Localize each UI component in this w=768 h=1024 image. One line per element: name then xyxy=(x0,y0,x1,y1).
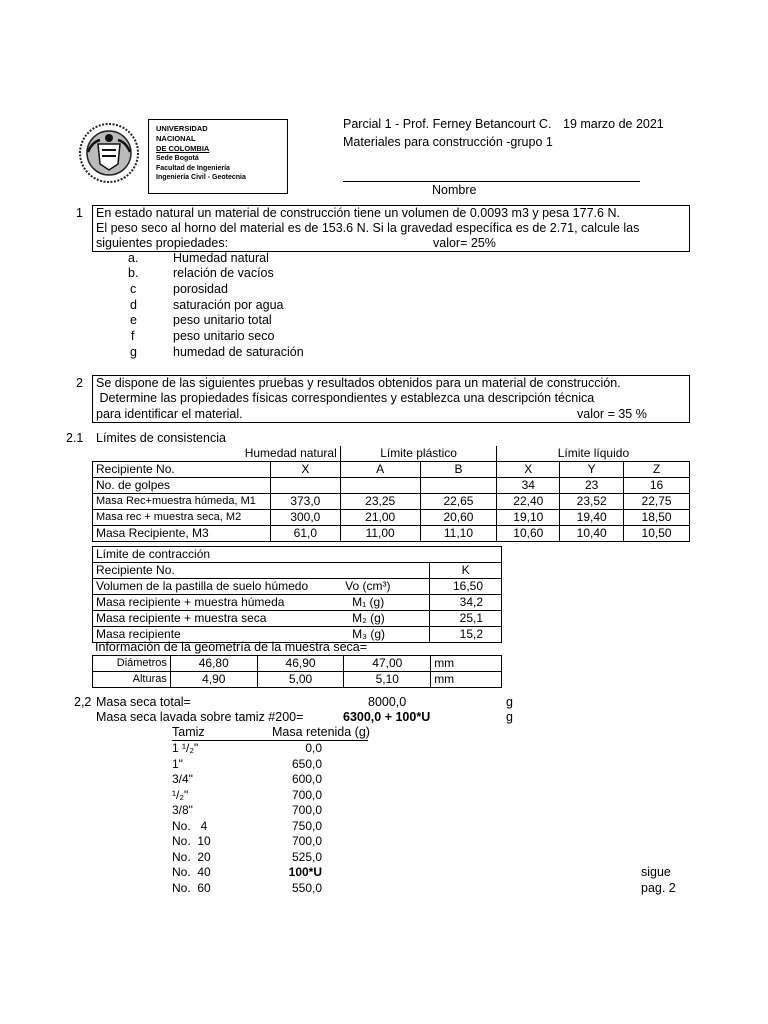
table-cell: 10,40 xyxy=(560,526,624,542)
sieve-mass: 700,0 xyxy=(291,803,322,817)
table-cell: 22,75 xyxy=(624,494,690,510)
symbol-cell: M₁ (g) xyxy=(342,595,430,611)
row-label: Alturas xyxy=(93,672,171,688)
row-label: Volumen de la pastilla de suelo húmedo xyxy=(93,579,343,595)
section-number: 2.1 xyxy=(66,431,84,445)
table-row xyxy=(172,741,322,757)
sieve-size: No. 4 xyxy=(172,818,208,833)
table-cell: 46,80 xyxy=(170,656,257,672)
table-row xyxy=(93,611,502,627)
row-label: Masa rec + muestra seca, M2 xyxy=(93,510,271,526)
row-label: Recipiente No. xyxy=(93,563,430,579)
table-cell: 10,60 xyxy=(497,526,560,542)
row-label: Recipiente No. xyxy=(93,462,271,478)
list-item: relación de vacíos xyxy=(173,266,274,280)
table-cell: Z xyxy=(624,462,690,478)
institution-sub: Sede Bogotá xyxy=(156,155,199,162)
unit-cell: mm xyxy=(431,656,502,672)
table-row xyxy=(93,563,502,579)
list-item: saturación por agua xyxy=(173,298,284,312)
list-item: peso unitario seco xyxy=(173,329,275,343)
page-note: pag. 2 xyxy=(641,881,676,895)
table-row xyxy=(172,819,322,835)
unit-cell: mm xyxy=(431,672,502,688)
table-row xyxy=(93,446,690,462)
table-cell: 23,25 xyxy=(340,494,420,510)
table-cell: 34 xyxy=(497,478,560,494)
table-cell: X xyxy=(270,462,340,478)
table-title: Límite de contracción xyxy=(93,547,502,563)
question-1-line: En estado natural un material de construcción tiene un volumen de 0.0093 m3 y pesa 177.6 N. xyxy=(96,206,620,220)
question-1-box xyxy=(92,205,690,252)
exam-title: Parcial 1 - Prof. Ferney Betancourt C. xyxy=(343,117,552,131)
washed-label: Masa seca lavada sobre tamiz #200= xyxy=(96,710,304,724)
table-row xyxy=(93,656,502,672)
question-2-line: para identificar el material. xyxy=(96,407,243,421)
list-key: f xyxy=(131,329,135,343)
institution-box xyxy=(148,119,288,194)
table-row xyxy=(172,757,322,773)
row-label: Diámetros xyxy=(93,656,171,672)
table-cell: 25,1 xyxy=(430,611,502,627)
symbol-cell: Vo (cm³) xyxy=(342,579,430,595)
table-cell: 16 xyxy=(624,478,690,494)
table-cell: 19,10 xyxy=(497,510,560,526)
table-row xyxy=(172,772,322,788)
sieve-size: 3/8" xyxy=(172,803,193,817)
question-2-line: Se dispone de las siguientes pruebas y resultados obtenidos para un material de construcción. xyxy=(96,376,621,390)
sieve-header: Masa retenida (g) xyxy=(272,725,370,739)
list-key: e xyxy=(130,313,137,327)
table-cell: 4,90 xyxy=(170,672,257,688)
table-cell: 47,00 xyxy=(344,656,431,672)
group-header: Humedad natural xyxy=(93,446,341,462)
sieve-size: No. 20 xyxy=(172,849,211,864)
table-cell xyxy=(270,478,340,494)
table-cell: 22,40 xyxy=(497,494,560,510)
list-key: a. xyxy=(128,251,139,265)
question-1-value: valor= 25% xyxy=(433,236,496,250)
geometry-table xyxy=(92,655,502,688)
question-number: 1 xyxy=(76,206,83,220)
table-row xyxy=(93,547,502,563)
geometry-title: Información de la geometría de la muestra seca= xyxy=(95,640,368,654)
table-cell: 19,40 xyxy=(560,510,624,526)
dry-total-value: 8000,0 xyxy=(368,695,407,709)
table-cell: 46,90 xyxy=(257,656,344,672)
washed-value: 6300,0 + 100*U xyxy=(343,710,431,724)
sieve-mass: 100*U xyxy=(288,865,322,879)
group-header: Límite plástico xyxy=(340,446,497,462)
table-cell: 61,0 xyxy=(270,526,340,542)
table-cell: 22,65 xyxy=(420,494,497,510)
table-cell: 11,10 xyxy=(420,526,497,542)
table-cell: 15,2 xyxy=(430,627,502,643)
list-key: g xyxy=(130,345,137,359)
row-label: Masa Rec+muestra húmeda, M1 xyxy=(93,494,271,510)
sieve-size: 1 ¹/₂" xyxy=(172,741,199,755)
table-row xyxy=(172,834,322,850)
table-cell: 23,52 xyxy=(560,494,624,510)
institution-sub: Facultad de Ingeniería xyxy=(156,164,230,172)
sieve-mass: 525,0 xyxy=(291,849,322,864)
table-cell: 16,50 xyxy=(430,579,502,595)
sieve-mass: 700,0 xyxy=(291,834,322,848)
sieve-header: Tamiz xyxy=(172,725,205,739)
table-cell xyxy=(420,478,497,494)
symbol-cell: M₃ (g) xyxy=(342,627,430,643)
table-cell: A xyxy=(340,462,420,478)
sieve-mass: 650,0 xyxy=(291,756,322,771)
sieve-mass: 700,0 xyxy=(291,787,322,802)
section-title: Límites de consistencia xyxy=(96,431,226,445)
table-row xyxy=(93,579,502,595)
table-cell: K xyxy=(430,563,502,579)
institution-sub: Ingeniería Civil - Geotecnia xyxy=(156,174,246,181)
table-cell: B xyxy=(420,462,497,478)
exam-date: 19 marzo de 2021 xyxy=(563,117,664,131)
row-label: Masa Recipiente, M3 xyxy=(93,526,271,542)
list-item: porosidad xyxy=(173,282,228,296)
row-label: Masa recipiente + muestra húmeda xyxy=(93,595,343,611)
continue-note: sigue xyxy=(641,865,671,879)
table-row xyxy=(172,803,322,819)
sieve-table xyxy=(172,741,322,896)
row-label: No. de golpes xyxy=(93,478,271,494)
table-row xyxy=(93,462,690,478)
question-2-box xyxy=(92,375,690,423)
question-1-line: siguientes propiedades: xyxy=(96,236,229,250)
table-cell: 5,10 xyxy=(344,672,431,688)
section-number: 2,2 xyxy=(74,695,92,709)
question-2-value: valor = 35 % xyxy=(577,407,647,421)
table-row xyxy=(172,850,322,866)
unit: g xyxy=(506,710,513,724)
sieve-mass: 750,0 xyxy=(291,818,322,833)
table-row xyxy=(93,595,502,611)
table-row xyxy=(93,478,690,494)
table-cell: 300,0 xyxy=(270,510,340,526)
table-row xyxy=(93,526,690,542)
list-key: c xyxy=(130,282,137,296)
institution-line: NACIONAL xyxy=(156,134,196,143)
contraction-table xyxy=(92,546,502,643)
group-header: Límite líquido xyxy=(497,446,690,462)
sieve-size: No. 60 xyxy=(172,880,211,895)
name-line xyxy=(343,181,640,182)
row-label: Masa recipiente xyxy=(93,627,343,643)
course-title: Materiales para construcción -grupo 1 xyxy=(343,135,553,149)
list-key: b. xyxy=(128,266,139,280)
unit: g xyxy=(506,695,513,709)
table-cell: 20,60 xyxy=(420,510,497,526)
table-cell: Y xyxy=(560,462,624,478)
list-item: Humedad natural xyxy=(173,251,269,265)
table-cell: 18,50 xyxy=(624,510,690,526)
sieve-mass: 600,0 xyxy=(291,772,322,786)
question-1-line: El peso seco al horno del material es de 153.6 N. Si la gravedad específica es de 2.71, calcule las xyxy=(96,221,640,235)
sieve-mass: 550,0 xyxy=(291,880,322,895)
table-cell xyxy=(340,478,420,494)
university-seal-icon xyxy=(78,122,140,184)
name-label: Nombre xyxy=(432,183,477,197)
table-cell: 34,2 xyxy=(430,595,502,611)
table-row xyxy=(172,865,322,881)
table-cell: 10,50 xyxy=(624,526,690,542)
sieve-mass: 0,0 xyxy=(305,741,322,755)
table-cell: X xyxy=(497,462,560,478)
sieve-size: 3/4" xyxy=(172,772,193,786)
symbol-cell: M₂ (g) xyxy=(342,611,430,627)
dry-total-label: Masa seca total= xyxy=(96,695,191,709)
sieve-size: No. 10 xyxy=(172,834,211,848)
consistency-table xyxy=(92,446,690,542)
table-row xyxy=(93,672,502,688)
list-key: d xyxy=(130,298,137,312)
sieve-size: ¹/₂" xyxy=(172,787,189,802)
row-label: Masa recipiente + muestra seca xyxy=(93,611,343,627)
institution-line: UNIVERSIDAD xyxy=(156,124,208,133)
table-row xyxy=(172,788,322,804)
list-item: humedad de saturación xyxy=(173,345,304,359)
sieve-size: No. 40 xyxy=(172,865,211,879)
table-cell: 11,00 xyxy=(340,526,420,542)
question-2-line: Determine las propiedades físicas correspondientes y establezca una descripción técnica xyxy=(96,391,595,405)
table-row xyxy=(172,881,322,897)
question-number: 2 xyxy=(76,376,83,390)
table-cell: 5,00 xyxy=(257,672,344,688)
table-cell: 21,00 xyxy=(340,510,420,526)
table-row xyxy=(93,494,690,510)
institution-line: DE COLOMBIA xyxy=(156,144,210,153)
table-cell: 23 xyxy=(560,478,624,494)
table-cell: 373,0 xyxy=(270,494,340,510)
table-row xyxy=(93,510,690,526)
sieve-size: 1" xyxy=(172,756,183,771)
list-item: peso unitario total xyxy=(173,313,272,327)
